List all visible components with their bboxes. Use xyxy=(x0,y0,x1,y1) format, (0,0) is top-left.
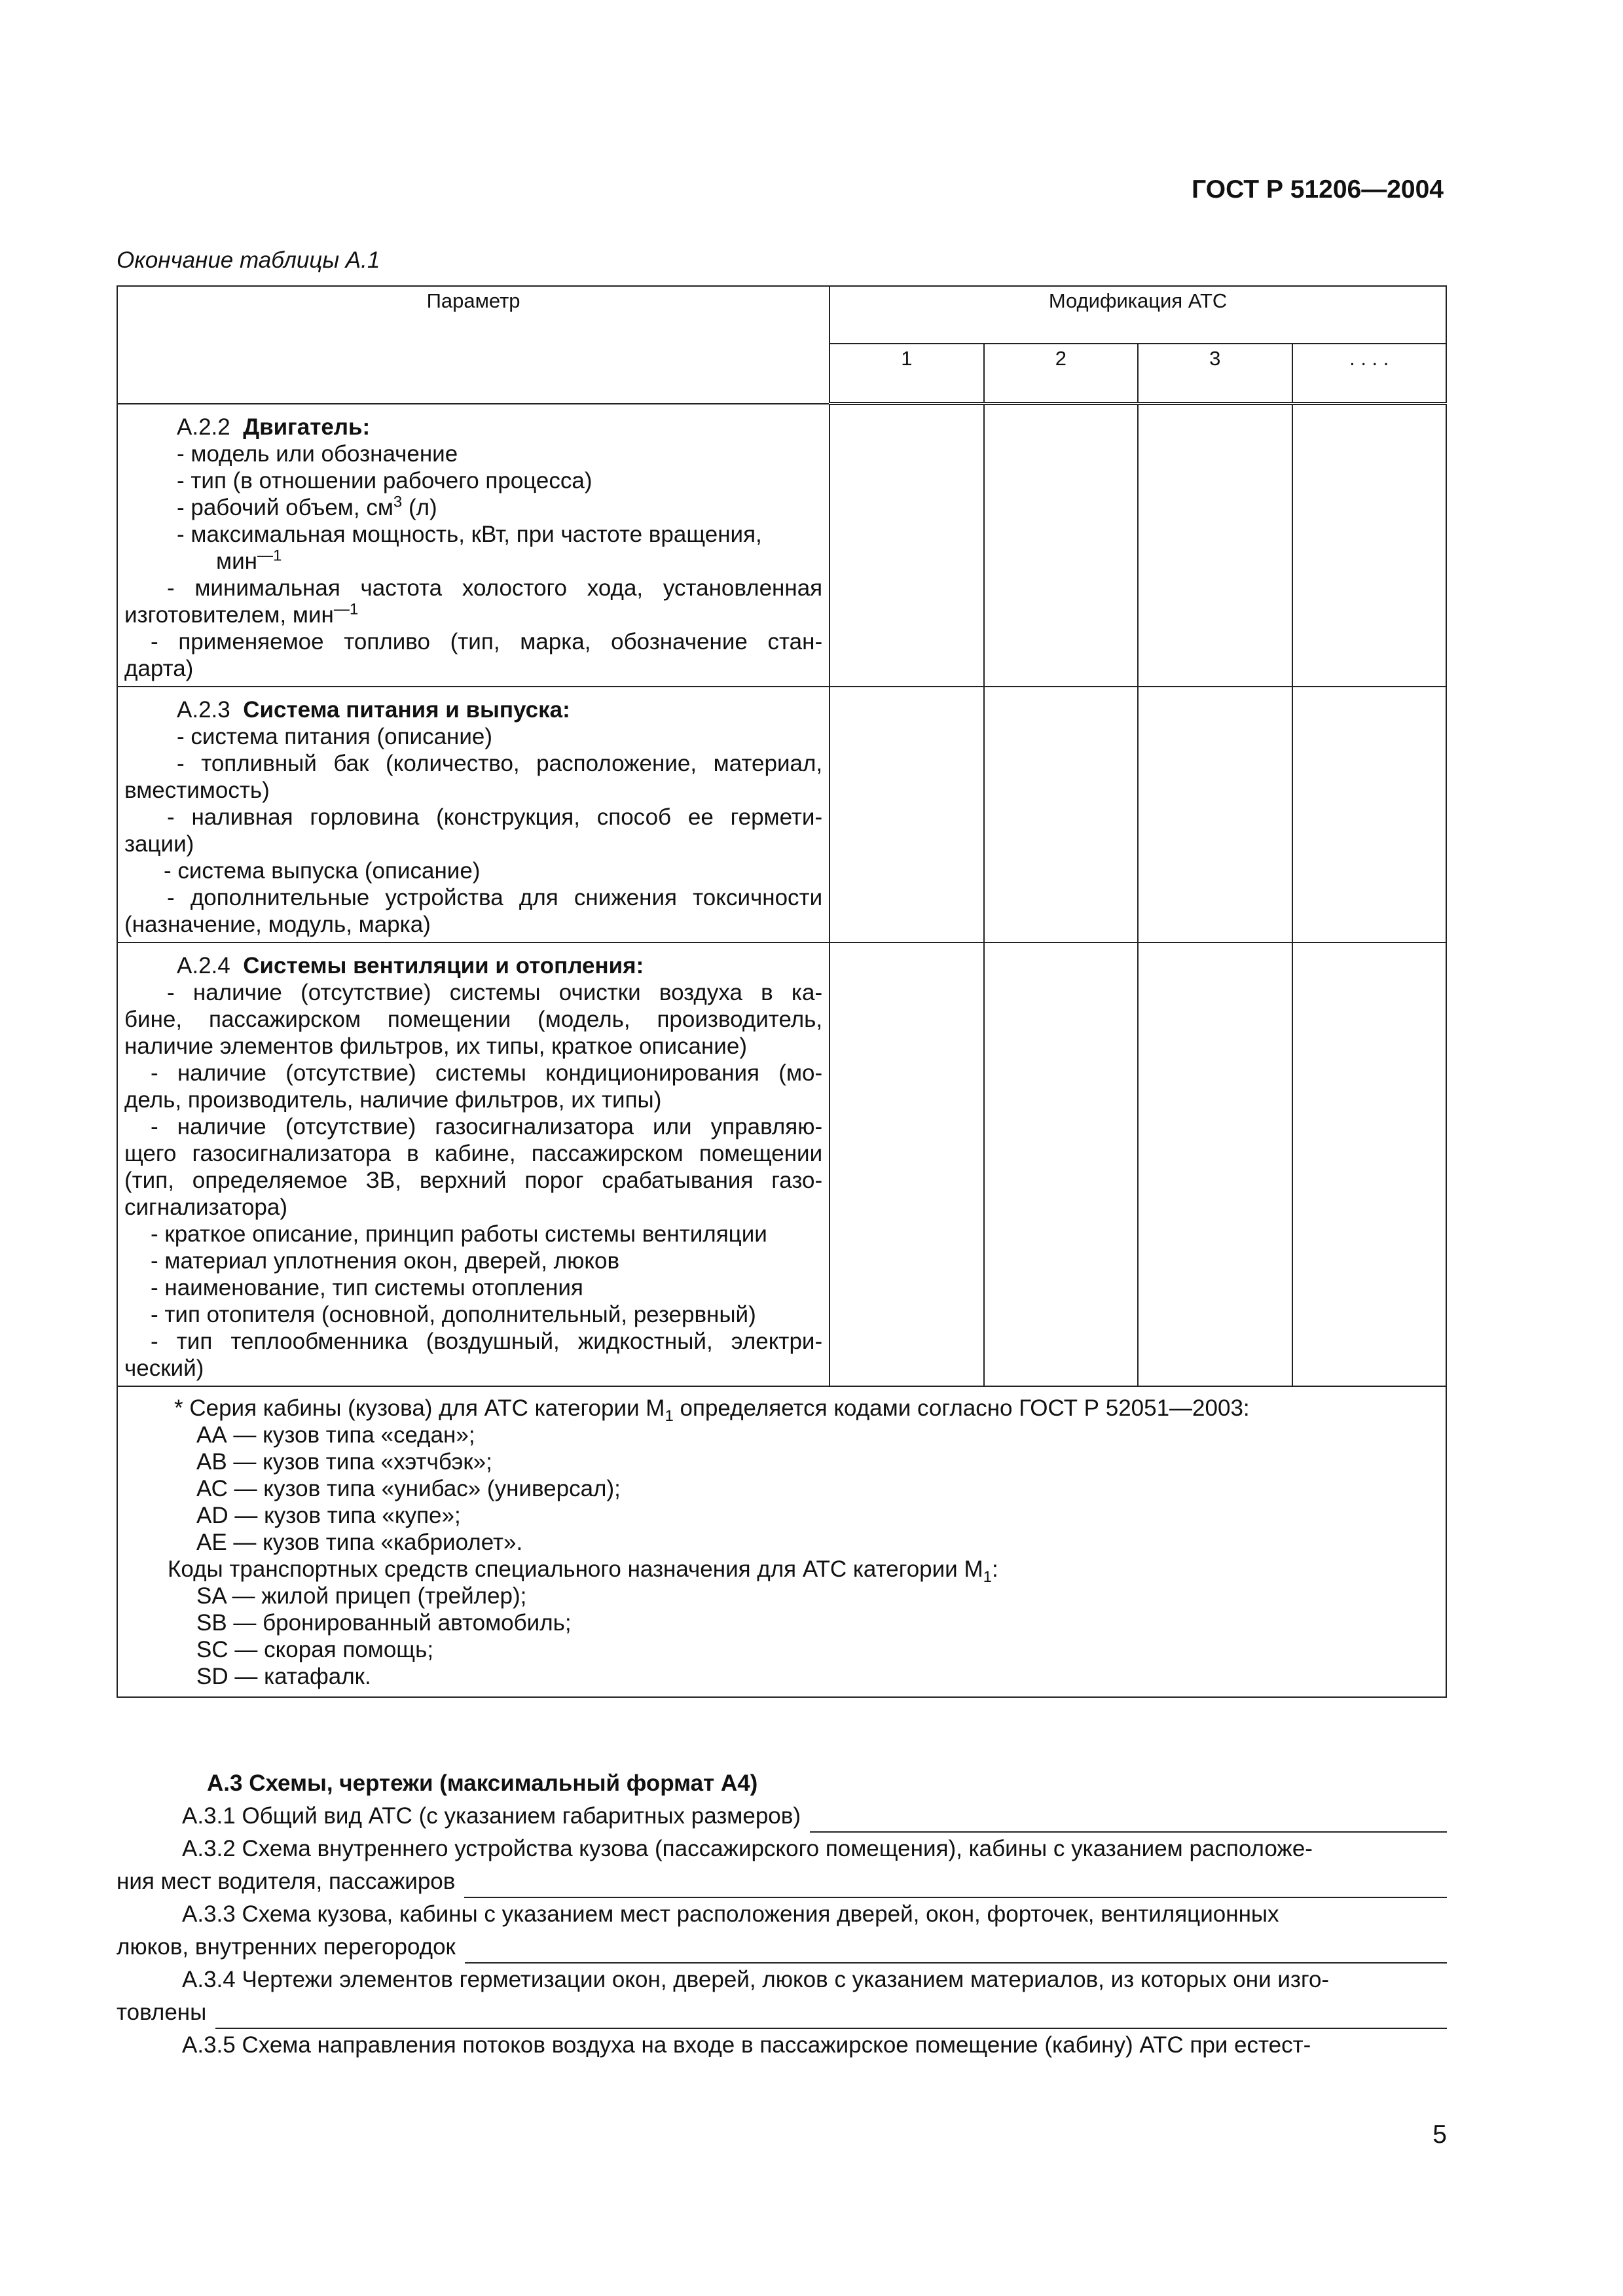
value-cell xyxy=(1292,687,1447,942)
value-cell xyxy=(1138,942,1292,1386)
special-code-item: SD — катафалк. xyxy=(196,1663,371,1689)
item-a3-2-cont: ния мест водителя, пассажиров xyxy=(117,1865,1447,1898)
list-item: (тип, определяемое ЗВ, верхний порог срабатывания газо- xyxy=(124,1167,823,1193)
item-a3-3: А.3.3 Схема кузова, кабины с указанием мест расположения дверей, окон, форточек, вентиляционных xyxy=(182,1901,1279,1927)
section-a3-title: А.3 Схемы, чертежи (максимальный формат А4) xyxy=(207,1770,758,1796)
page-number: 5 xyxy=(1432,2121,1447,2149)
item-a3-2: А.3.2 Схема внутреннего устройства кузова (пассажирского помещения), кабины с указанием расположе- xyxy=(182,1836,1313,1861)
item-a3-4-cont: товлены xyxy=(117,1996,1447,2029)
fill-line xyxy=(810,1808,1447,1833)
list-item: ческий) xyxy=(124,1355,204,1381)
fuel-system-cell xyxy=(117,687,830,942)
list-item: изготовителем, мин$^{—1}$ xyxy=(124,600,359,628)
fill-line xyxy=(465,1939,1447,1964)
col-header-2: 2 xyxy=(984,344,1138,404)
list-item: - тип (в отношении рабочего процесса) xyxy=(177,467,593,493)
body-code-item: АС — кузов типа «унибас» (универсал); xyxy=(196,1475,621,1501)
table-footnote xyxy=(117,1386,1446,1697)
col-header-more: . . . . xyxy=(1292,344,1447,404)
special-code-item: SA — жилой прицеп (трейлер); xyxy=(196,1583,527,1609)
body-code-item: AD — кузов типа «купе»; xyxy=(196,1502,461,1528)
fill-line xyxy=(464,1873,1447,1898)
list-item: - дополнительные устройства для снижения токсичности xyxy=(167,884,823,910)
list-item: - наличие (отсутствие) системы очистки воздуха в ка- xyxy=(167,979,823,1005)
item-a3-1: А.3.1 Общий вид АТС (с указанием габаритных размеров) xyxy=(117,1800,1447,1833)
parameters-table xyxy=(117,285,1447,1698)
fill-line xyxy=(215,2004,1447,2029)
section-heading: А.2.4 Системы вентиляции и отопления: xyxy=(177,952,644,978)
item-a3-4: А.3.4 Чертежи элементов герметизации окон, дверей, люков с указанием материалов, из которых они изго- xyxy=(182,1967,1330,1992)
list-item: - минимальная частота холостого хода, установленная xyxy=(167,575,823,601)
param-column-header: Параметр xyxy=(117,286,830,404)
document-id: ГОСТ Р 51206—2004 xyxy=(1192,175,1444,204)
table-caption: Окончание таблицы А.1 xyxy=(117,247,380,273)
value-cell xyxy=(1292,942,1447,1386)
list-item: - максимальная мощность, кВт, при частоте вращения, xyxy=(177,521,762,547)
section-heading: А.2.2 Двигатель: xyxy=(177,414,371,440)
ventilation-cell xyxy=(117,942,830,1386)
item-a3-5: А.3.5 Схема направления потоков воздуха на входе в пассажирское помещение (кабину) АТС при естест- xyxy=(182,2032,1311,2058)
value-cell xyxy=(984,942,1138,1386)
footnote-intro: * Серия кабины (кузова) для АТС категории $М_1$ определяется кодами согласно ГОСТ Р 52051—2003: xyxy=(174,1395,1250,1425)
list-item: - тип отопителя (основной, дополнительный, резервный) xyxy=(151,1301,756,1327)
body-code-item: АА — кузов типа «седан»; xyxy=(196,1422,475,1448)
list-item: зации) xyxy=(124,831,194,857)
special-codes-intro: Коды транспортных средств специального назначения для АТС категории $М_1$: xyxy=(168,1556,998,1586)
list-item: наличие элементов фильтров, их типы, краткое описание) xyxy=(124,1033,747,1059)
table-row xyxy=(117,687,1446,942)
modification-header: Модификация АТС xyxy=(830,286,1446,344)
list-item: - модель или обозначение xyxy=(177,440,458,467)
list-item: бине, пассажирском помещении (модель, производитель, xyxy=(124,1006,823,1032)
body-code-item: АЕ — кузов типа «кабриолет». xyxy=(196,1529,523,1555)
col-header-3: 3 xyxy=(1138,344,1292,404)
list-item: дарта) xyxy=(124,655,194,681)
special-code-item: SB — бронированный автомобиль; xyxy=(196,1609,572,1636)
list-item: щего газосигнализатора в кабине, пассажирском помещении xyxy=(124,1140,823,1166)
value-cell xyxy=(984,687,1138,942)
value-cell xyxy=(1292,404,1447,687)
value-cell xyxy=(1138,404,1292,687)
list-item: - система питания (описание) xyxy=(177,723,493,749)
item-a3-3-cont: люков, внутренних перегородок xyxy=(117,1931,1447,1964)
list-item: - материал уплотнения окон, дверей, люков xyxy=(151,1247,620,1274)
section-heading: А.2.3 Система питания и выпуска: xyxy=(177,696,570,723)
list-item: - система выпуска (описание) xyxy=(164,857,481,884)
value-cell xyxy=(830,942,983,1386)
list-item: - краткое описание, принцип работы системы вентиляции xyxy=(151,1221,767,1247)
list-item: - наличие (отсутствие) газосигнализатора или управляю- xyxy=(151,1113,823,1139)
engine-cell xyxy=(117,404,830,687)
list-item: (назначение, модуль, марка) xyxy=(124,911,431,937)
list-item: - тип теплообменника (воздушный, жидкостный, электри- xyxy=(151,1328,823,1354)
value-cell xyxy=(1138,687,1292,942)
table-row xyxy=(117,942,1446,1386)
list-item: сигнализатора) xyxy=(124,1194,288,1220)
col-header-1: 1 xyxy=(830,344,983,404)
value-cell xyxy=(830,404,983,687)
list-item: - наливная горловина (конструкция, способ ее гермети- xyxy=(167,804,823,830)
list-item: - топливный бак (количество, расположение, материал, xyxy=(177,750,823,776)
value-cell xyxy=(830,687,983,942)
section-a3 xyxy=(117,1767,1447,2062)
list-item: вместимость) xyxy=(124,777,270,803)
table-row xyxy=(117,1386,1446,1697)
list-item: дель, производитель, наличие фильтров, их типы) xyxy=(124,1086,662,1113)
special-code-item: SC — скорая помощь; xyxy=(196,1636,434,1662)
value-cell xyxy=(984,404,1138,687)
table-row xyxy=(117,404,1446,687)
list-item: - наличие (отсутствие) системы кондиционирования (мо- xyxy=(151,1060,823,1086)
list-item: - применяемое топливо (тип, марка, обозначение стан- xyxy=(151,628,823,655)
body-code-item: АВ — кузов типа «хэтчбэк»; xyxy=(196,1448,492,1475)
list-item: - рабочий объем, $см^3$ (л) xyxy=(177,492,437,520)
list-item: - наименование, тип системы отопления xyxy=(151,1274,583,1300)
list-item: мин$^{—1}$ xyxy=(216,546,282,574)
